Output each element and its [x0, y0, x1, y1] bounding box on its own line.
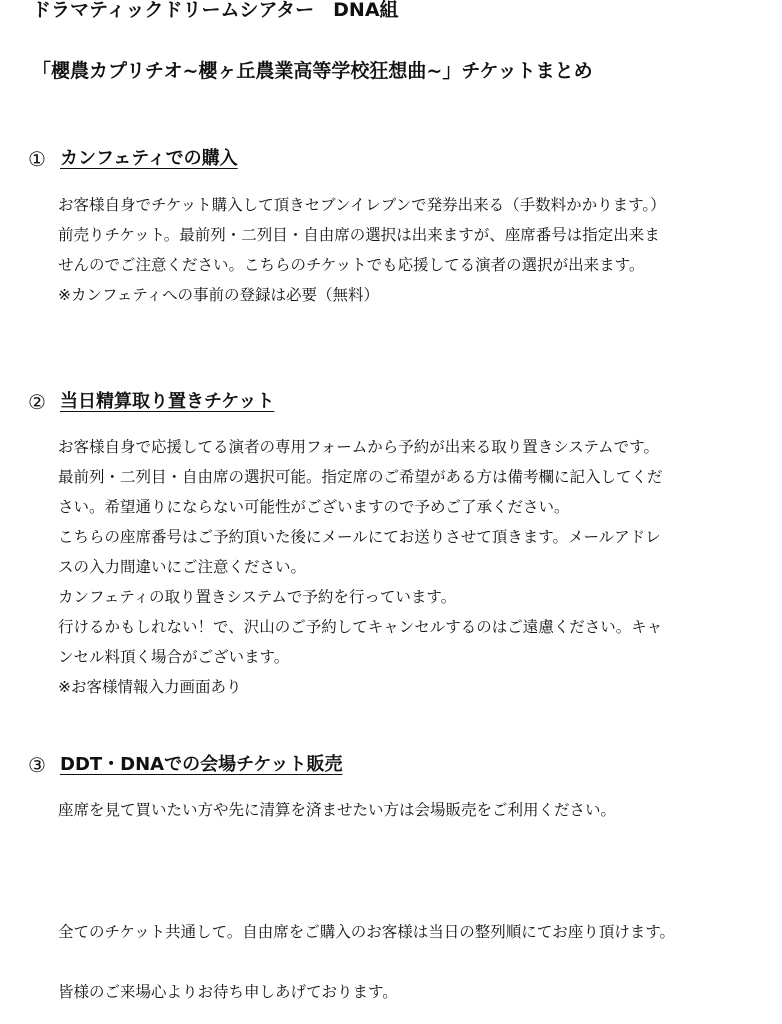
section-2-line: こちらの座席番号はご予約頂いた後にメールにてお送りさせて頂きます。メールアドレ: [58, 528, 661, 546]
section-1-body: [58, 190, 758, 310]
section-3-line: 座席を見て買いたい方や先に清算を済ませたい方は会場販売をご利用ください。: [58, 801, 617, 819]
section-2-line: さい。希望通りにならない可能性がございますので予めご了承ください。: [58, 498, 570, 516]
section-1-line: せんのでご注意ください。こちらのチケットでも応援してる演者の選択が出来ます。: [58, 256, 645, 274]
section-2-line: 最前列・二列目・自由席の選択可能。指定席のご希望がある方は備考欄に記入してくだ: [58, 468, 663, 486]
section-2-line: ンセル料頂く場合がございます。: [58, 648, 290, 666]
section-2-line: ※お客様情報入力画面あり: [58, 678, 242, 696]
section-1-line: 前売りチケット。最前列・二列目・自由席の選択は出来ますが、座席番号は指定出来ま: [58, 226, 660, 244]
closing-line-common: 全てのチケット共通して。自由席をご購入のお客様は当日の整列順にてお座り頂けます。: [58, 923, 676, 941]
section-2-body: [58, 432, 758, 702]
document-title: ドラマティックドリームシアター DNA組: [32, 0, 399, 21]
document-subtitle: 「櫻農カプリチオ~櫻ヶ丘農業高等学校狂想曲~」チケットまとめ: [32, 60, 593, 82]
closing-greeting: [58, 977, 758, 1007]
section-3-body: [58, 795, 758, 825]
section-1-number: ①: [28, 147, 46, 171]
section-2-line: カンフェティの取り置きシステムで予約を行っています。: [58, 588, 457, 606]
closing-note: [58, 917, 758, 947]
section-1-title: カンフェティでの購入: [60, 148, 238, 169]
section-2-line: スの入力間違いにご注意ください。: [58, 558, 307, 576]
section-2-heading: [26, 390, 274, 414]
section-3-title: DDT・DNAでの会場チケット販売: [60, 754, 343, 775]
section-2-title: 当日精算取り置きチケット: [60, 391, 275, 412]
section-3-heading: [26, 753, 342, 777]
section-3-number: ③: [28, 753, 46, 777]
section-2-line: 行けるかもしれない！で、沢山のご予約してキャンセルするのはご遠慮ください。キャ: [58, 618, 663, 636]
section-1-line: お客様自身でチケット購入して頂きセブンイレブンで発券出来る（手数料かかります。）: [58, 196, 666, 214]
section-2-line: お客様自身で応援してる演者の専用フォームから予約が出来る取り置きシステムです。: [58, 438, 659, 456]
section-1-line: ※カンフェティへの事前の登録は必要（無料）: [58, 286, 379, 304]
closing-line-greeting: 皆様のご来場心よりお待ち申しあげております。: [58, 983, 398, 1001]
section-1-heading: [26, 147, 238, 171]
section-2-number: ②: [28, 390, 46, 414]
